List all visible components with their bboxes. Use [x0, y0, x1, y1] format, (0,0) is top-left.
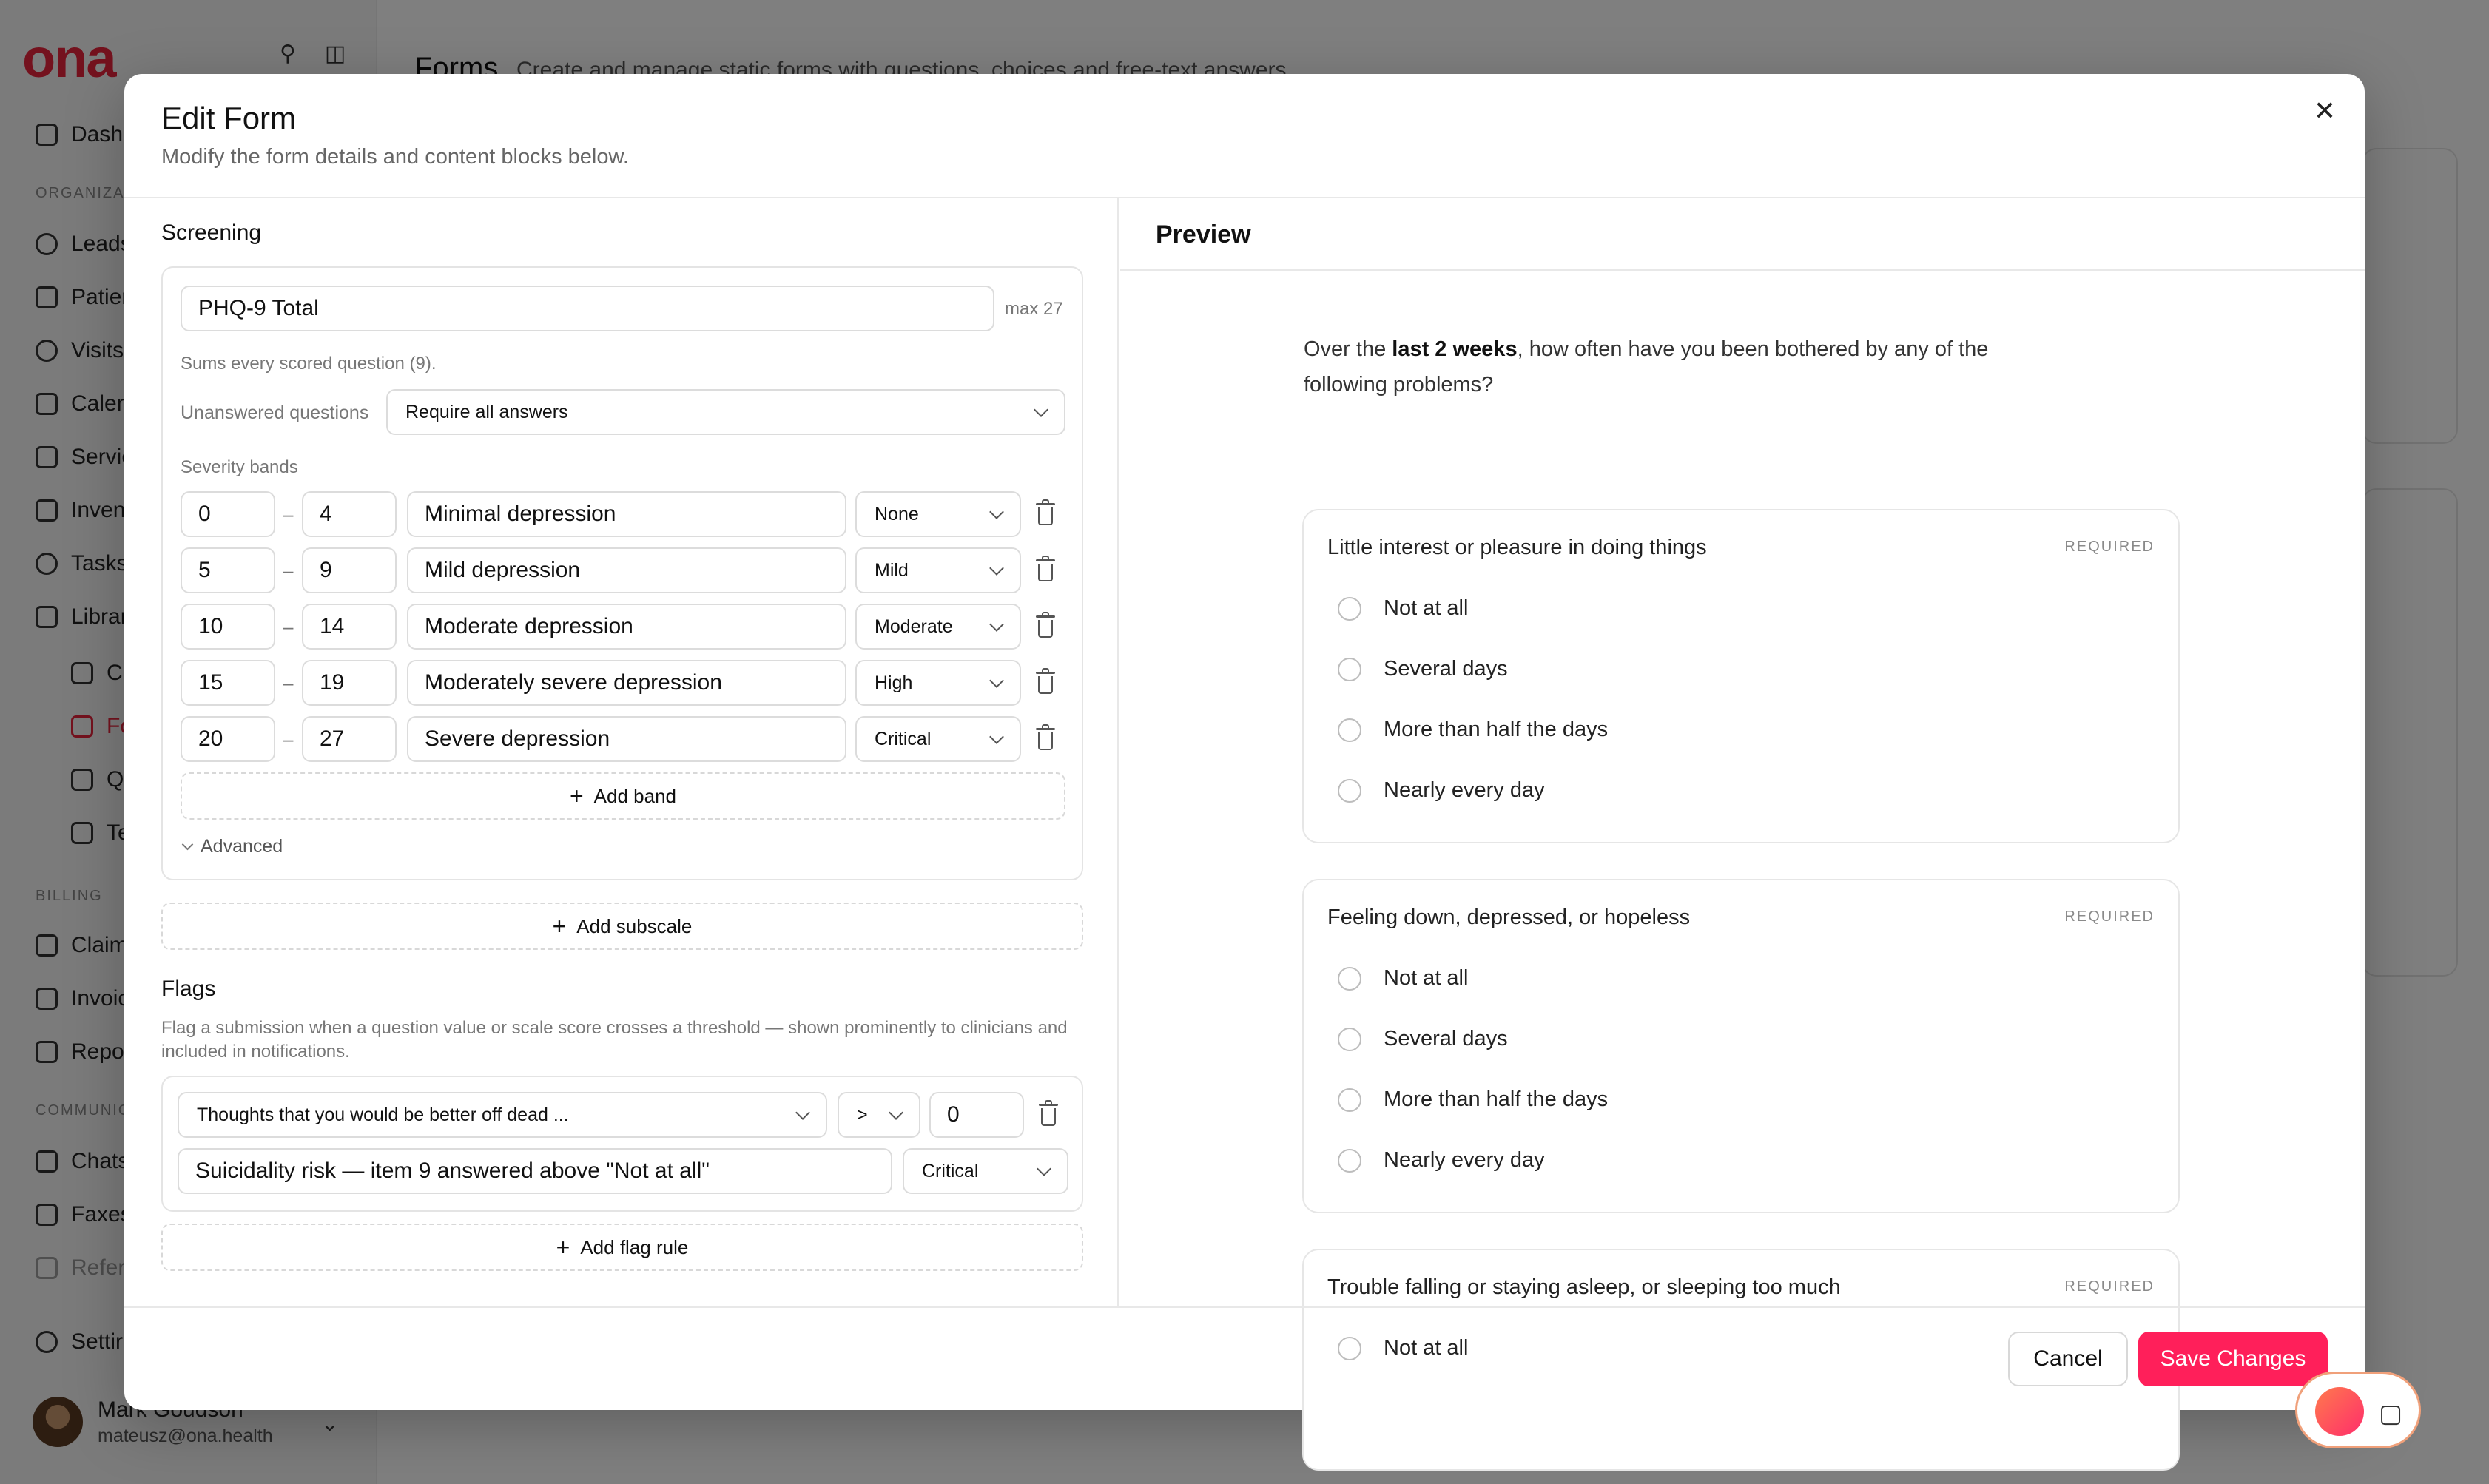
- delete-flag-icon[interactable]: [1037, 1102, 1060, 1127]
- option-label: Not at all: [1384, 1336, 1469, 1360]
- radio-button[interactable]: [1338, 658, 1361, 681]
- option-label: Several days: [1384, 657, 1508, 681]
- band-severity-select[interactable]: [855, 604, 1021, 650]
- radio-option[interactable]: [1338, 1336, 1468, 1360]
- scale-card: [161, 266, 1083, 880]
- question-text: Feeling down, depressed, or hopeless: [1327, 905, 1691, 929]
- range-dash: –: [283, 559, 294, 581]
- radio-option[interactable]: [1338, 1148, 1545, 1173]
- band-label-input[interactable]: Moderate depression: [407, 604, 846, 650]
- preview-intro: [1304, 331, 2044, 402]
- question-card: [1302, 879, 2180, 1213]
- select-value: Moderate: [875, 615, 953, 637]
- band-max-input[interactable]: 14: [302, 604, 397, 650]
- chevron-down-icon: [889, 1105, 903, 1120]
- band-min-input[interactable]: 15: [181, 660, 275, 706]
- select-value: None: [875, 503, 919, 525]
- chevron-down-icon: [182, 839, 194, 851]
- radio-option[interactable]: [1338, 596, 1468, 621]
- chevron-down-icon: [989, 561, 1004, 576]
- band-max-input[interactable]: 9: [302, 547, 397, 593]
- form-editor-pane[interactable]: [124, 198, 1119, 1308]
- flags-description: Flag a submission when a question value or scale score crosses a threshold — shown prominently to clinicians and included in notifications.: [161, 1018, 1068, 1062]
- radio-option[interactable]: [1338, 966, 1468, 991]
- unanswered-label: Unanswered questions: [181, 402, 369, 423]
- section-title-flags: Flags: [161, 977, 216, 1001]
- band-label-input[interactable]: Minimal depression: [407, 491, 846, 537]
- radio-button[interactable]: [1338, 1028, 1361, 1051]
- flag-rule-card: [161, 1076, 1083, 1212]
- unanswered-select[interactable]: [386, 389, 1065, 435]
- radio-option[interactable]: [1338, 657, 1508, 681]
- intro-text: , how often have you been bothered by any of the following problems?: [1304, 337, 1989, 397]
- question-card: [1302, 509, 2180, 843]
- band-label-input[interactable]: Mild depression: [407, 547, 846, 593]
- chevron-down-icon: [989, 505, 1004, 519]
- delete-band-icon[interactable]: [1034, 670, 1057, 695]
- chevron-down-icon: [1037, 1161, 1051, 1176]
- button-label: Add flag rule: [580, 1235, 689, 1258]
- chat-icon: ▢: [2379, 1400, 2403, 1428]
- select-value: >: [857, 1104, 868, 1125]
- option-label: More than half the days: [1384, 1087, 1609, 1111]
- plus-icon: +: [552, 913, 567, 940]
- add-band-button[interactable]: [181, 772, 1065, 820]
- assistant-avatar-icon: [2315, 1387, 2364, 1436]
- button-label: Add subscale: [576, 914, 693, 937]
- chevron-down-icon: [989, 617, 1004, 632]
- advanced-label: Advanced: [201, 836, 283, 857]
- band-min-input[interactable]: 20: [181, 716, 275, 762]
- select-value: Critical: [922, 1160, 979, 1181]
- radio-option[interactable]: [1338, 1027, 1508, 1051]
- select-value: Require all answers: [405, 401, 568, 422]
- question-text: Little interest or pleasure in doing things: [1327, 536, 1707, 559]
- band-severity-select[interactable]: [855, 491, 1021, 537]
- select-value: High: [875, 672, 913, 693]
- radio-option[interactable]: [1338, 778, 1545, 803]
- advanced-toggle[interactable]: [181, 836, 283, 857]
- range-dash: –: [283, 503, 294, 525]
- chevron-down-icon: [989, 729, 1004, 744]
- delete-band-icon[interactable]: [1034, 558, 1057, 583]
- radio-button[interactable]: [1338, 1337, 1361, 1360]
- band-label-input[interactable]: Severe depression: [407, 716, 846, 762]
- radio-button[interactable]: [1338, 718, 1361, 742]
- intro-text: Over the: [1304, 337, 1392, 361]
- question-text: Trouble falling or staying asleep, or sleeping too much: [1327, 1275, 1841, 1299]
- radio-button[interactable]: [1338, 779, 1361, 803]
- scale-max-label: max 27: [1005, 299, 1063, 319]
- scale-name-input[interactable]: PHQ-9 Total: [181, 286, 994, 331]
- delete-band-icon[interactable]: [1034, 726, 1057, 752]
- range-dash: –: [283, 728, 294, 750]
- flag-message-input[interactable]: Suicidality risk — item 9 answered above "Not at all": [178, 1148, 892, 1194]
- band-min-input[interactable]: 5: [181, 547, 275, 593]
- cancel-button[interactable]: Cancel: [2008, 1332, 2128, 1386]
- option-label: Nearly every day: [1384, 778, 1545, 802]
- range-dash: –: [283, 672, 294, 694]
- severity-bands-label: Severity bands: [181, 457, 298, 477]
- plus-icon: +: [569, 783, 584, 809]
- add-flag-rule-button[interactable]: [161, 1224, 1083, 1271]
- dialog-description: Modify the form details and content blocks below.: [161, 145, 629, 169]
- plus-icon: +: [556, 1234, 570, 1261]
- radio-button[interactable]: [1338, 967, 1361, 991]
- chat-launcher-button[interactable]: [2295, 1372, 2421, 1448]
- dialog-title: Edit Form: [161, 101, 297, 135]
- required-badge: REQUIRED: [2064, 908, 2155, 925]
- option-label: Not at all: [1384, 966, 1469, 990]
- radio-button[interactable]: [1338, 1088, 1361, 1112]
- preview-title: Preview: [1156, 220, 1251, 249]
- flag-question-select[interactable]: [178, 1092, 827, 1138]
- delete-band-icon[interactable]: [1034, 502, 1057, 527]
- option-label: Not at all: [1384, 596, 1469, 620]
- band-min-input[interactable]: 0: [181, 491, 275, 537]
- option-label: Nearly every day: [1384, 1148, 1545, 1172]
- save-changes-button[interactable]: Save Changes: [2138, 1332, 2328, 1386]
- divider: [1120, 269, 2365, 271]
- flag-severity-select[interactable]: [903, 1148, 1068, 1194]
- band-max-input[interactable]: 19: [302, 660, 397, 706]
- divider: [124, 1306, 2365, 1308]
- flag-operator-select[interactable]: [838, 1092, 920, 1138]
- option-label: Several days: [1384, 1027, 1508, 1050]
- button-label: Add band: [593, 784, 676, 807]
- radio-button[interactable]: [1338, 597, 1361, 621]
- required-badge: REQUIRED: [2064, 1278, 2155, 1295]
- required-badge: REQUIRED: [2064, 539, 2155, 555]
- band-label-input[interactable]: Moderately severe depression: [407, 660, 846, 706]
- intro-emphasis: last 2 weeks: [1392, 337, 1518, 361]
- band-severity-select[interactable]: [855, 547, 1021, 593]
- chevron-down-icon: [989, 673, 1004, 688]
- band-max-input[interactable]: 27: [302, 716, 397, 762]
- select-value: Mild: [875, 559, 909, 581]
- chevron-down-icon: [1034, 402, 1048, 417]
- option-label: More than half the days: [1384, 718, 1609, 741]
- select-value: Thoughts that you would be better off dead ...: [197, 1104, 569, 1125]
- section-title-screening: Screening: [161, 220, 262, 245]
- band-min-input[interactable]: 10: [181, 604, 275, 650]
- band-severity-select[interactable]: [855, 660, 1021, 706]
- flag-threshold-input[interactable]: 0: [929, 1092, 1024, 1138]
- range-dash: –: [283, 615, 294, 638]
- edit-form-dialog: [124, 74, 2365, 1410]
- band-severity-select[interactable]: [855, 716, 1021, 762]
- add-subscale-button[interactable]: [161, 903, 1083, 950]
- select-value: Critical: [875, 728, 932, 749]
- close-icon[interactable]: ✕: [2313, 95, 2337, 126]
- band-max-input[interactable]: 4: [302, 491, 397, 537]
- scale-description: Sums every scored question (9).: [181, 354, 437, 374]
- radio-option[interactable]: [1338, 1087, 1608, 1112]
- delete-band-icon[interactable]: [1034, 614, 1057, 639]
- radio-option[interactable]: [1338, 718, 1608, 742]
- radio-button[interactable]: [1338, 1149, 1361, 1173]
- chevron-down-icon: [795, 1105, 810, 1120]
